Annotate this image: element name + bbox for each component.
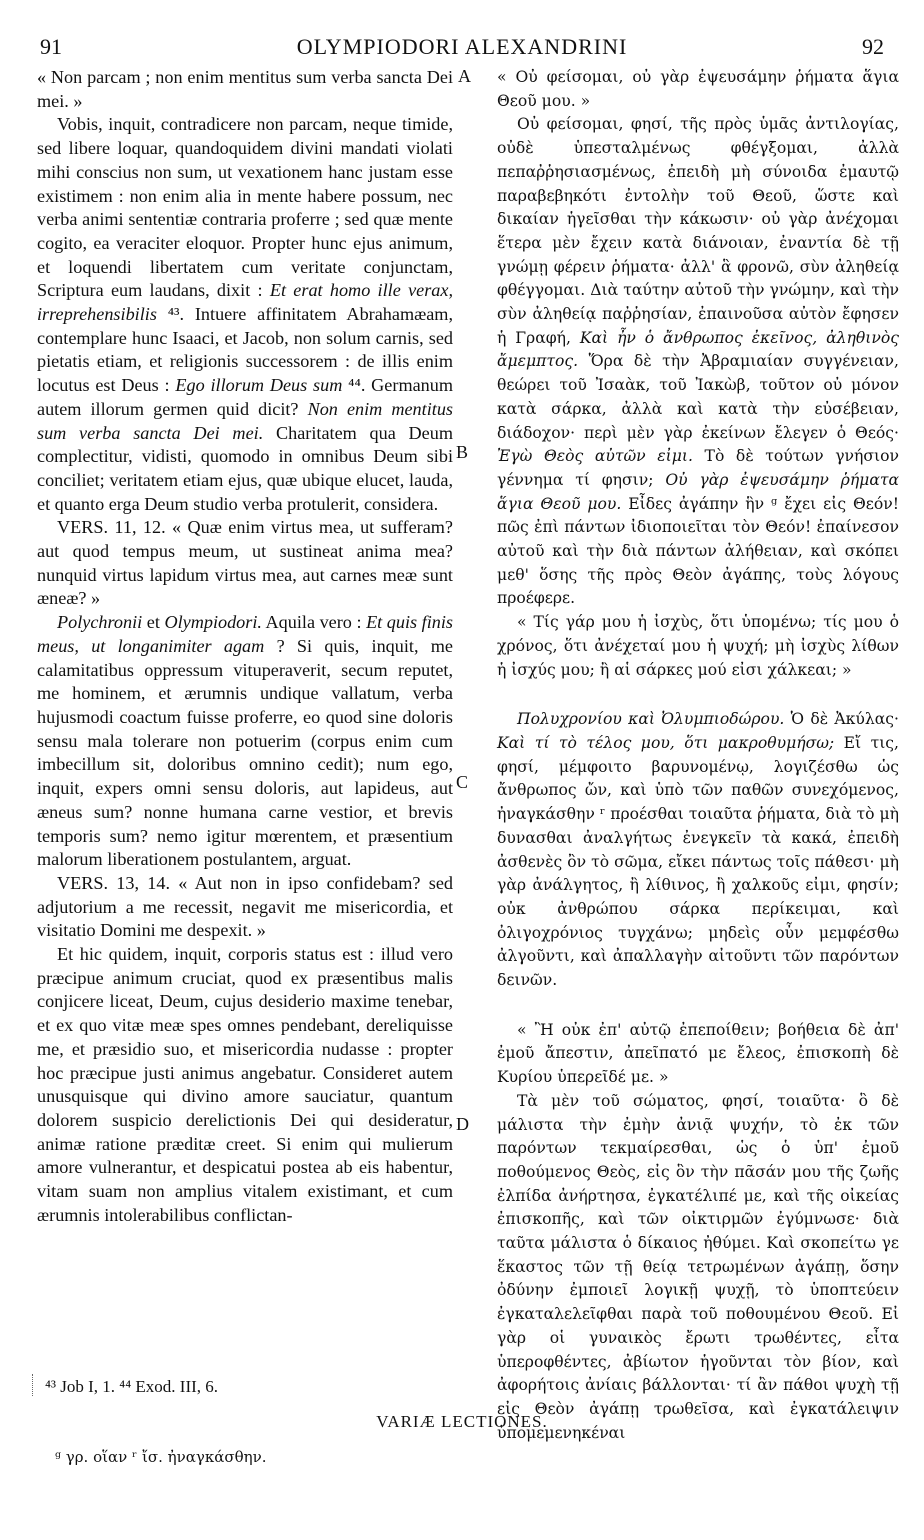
margin-marker-a: A (458, 66, 471, 86)
latin-commentary-1: Vobis, inquit, contradicere non parcam, neque timide, sed libere loquar, quandoquidem divini mandati violati mihi conscius non sum, ut vexationem hanc justam esse existimem : non enim alia in mente habere possum, nec verba animi sententiæ contraria proferre ; sed quæ mente cogito, ea veraciter eloquor. Propter hunc ejus animum, et loquendi libertatem cum veritate conjunctam, Scriptura eum laudans, dixit : Et erat homo ille verax, irreprehensibilis ⁴³. Intuere affinitatem Abrahamæam, contemplare hunc Isaaci, et Jacob, non solum carnis, sed pietatis etiam, et religionis successorem : de illis enim locutus est Deus : Ego illorum Deus sum ⁴⁴. Germanum autem illorum germen quid dicit? Non enim mentitus sum verba sancta Dei mei. Charitatem qua Deum complectitur, vidisti, quomodo in omnibus Deum sibi conciliet; veritatem etiam ejus, quæ ubique elucet, lauda, et quanto erga Deum studio verba protulerit, considera. (37, 114, 453, 514)
greek-commentary-1: Οὐ φείσομαι, φησί, τῆς πρὸς ὑμᾶς ἀντιλογίας, οὐδὲ ὑπεσταλμένως φθέγξομαι, ἀλλὰ πεπαῤῥησιασμένως, ἐπειδὴ μὴ σύνοιδα ἐμαυτῷ παραβεβηκότι ἐντολὴν τοῦ Θεοῦ, ὥστε καὶ δικαίαν ἡγεῖσθαι τὴν κάκωσιν· οὐ γὰρ ἀνέχομαι ἕτερα μὲν ἔχειν κατὰ διάνοιαν, ἐναντία δὲ τῇ γνώμῃ φέρειν ῥήματα· ἀλλ' ἃ φρονῶ, σὺν ἀληθείᾳ φθέγγομαι. Διὰ ταύτην αὐτοῦ τὴν γνώμην, καὶ τὴν σὺν ἀληθείᾳ παῤῥησίαν, ἐπαινοῦσα αὐτὸν ἔφησεν ἡ Γραφή, Καὶ ἦν ὁ ἄνθρωπος ἐκεῖνος, ἀληθινὸς ἄμεμπτος. Ὅρα δὲ τὴν Ἀβραμιαίαν συγγένειαν, θεώρει τοῦ Ἰσαὰκ, τοῦ Ἰακὼβ, τοῦτον οὐ μόνον κατὰ σάρκα, ἀλλὰ καὶ κατὰ τὴν εὐσέβειαν, διάδοχον· περὶ μὲν γὰρ ἐκείνων ἔλεγεν ὁ Θεός· Ἐγὼ Θεὸς αὐτῶν εἰμι. Τὸ δὲ τούτων γνήσιον γέννημα τί φησιν; Οὐ γὰρ ἐψευσάμην ῥήματα ἅγια Θεοῦ μου. Εἶδες ἀγάπην ἣν ᵍ ἔχει εἰς Θεόν! πῶς ἐπὶ πάντων ἰδιοποιεῖται τὸν Θεόν! ἐπαίνεσον αὐτοῦ καὶ τὴν διὰ πάντων ἀλήθειαν, καὶ σκόπει μεθ' ὅσης τῆς πρὸς Θεὸν ἀγάπης, τοὺς λόγους προέφερε. (497, 115, 900, 608)
margin-marker-c: C (456, 772, 469, 792)
latin-verse-11-12: VERS. 11, 12. « Quæ enim virtus mea, ut sufferam? aut quod tempus meum, ut sustineat anima mea? nunquid virtus lapidum virtus mea, aut carnes meæ sunt æneæ? » (37, 517, 453, 609)
greek-verse-11-12: « Τίς γάρ μου ἡ ἰσχὺς, ὅτι ὑπομένω; τίς μου ὁ χρόνος, ὅτι ἀνέχεταί μου ἡ ψυχή; μὴ ἰσχὺς λίθων ἡ ἰσχύς μου; ἢ αἱ σάρκες μού εἰσι χάλκεαι; » (497, 613, 899, 679)
page-number-left: 91 (40, 34, 62, 59)
greek-column (497, 66, 899, 1445)
greek-commentary-2: Πολυχρονίου καὶ Ὀλυμπιοδώρου. Ὁ δὲ Ἀκύλας· Καὶ τί τὸ τέλος μου, ὅτι μακροθυμήσω; Εἴ τις, φησί, μέμφοιτο βαρυνομένῳ, λογιζέσθω ὡς ἄνθρωπος ὤν, καὶ ὑπὸ τῶν παθῶν συνεχόμενος, ἠναγκάσθην ʳ προέσθαι τοιαῦτα ῥήματα, διὰ τὸ μὴ δυνασθαι ἀναλγήτως ἐνεγκεῖν τὰ κακά, ἐπειδὴ ἀσθενὲς ὂν τὸ σῶμα, εἴκει πάντως τοῖς πάθεσι· μὴ γὰρ ἀνάλγητος, ἢ λίθινος, ἢ χαλκοῦς εἰμι, φησίν; οὐκ ἀνθρώπου σάρκα περίκειμαι, καὶ ὀλιγοχρόνιος τυγχάνω; μηδεὶς οὖν μεμφέσθω ἀλγοῦντι, καὶ ἀπαλλαγὴν αἰτοῦντι τῶν παρόντων δεινῶν. (497, 710, 899, 990)
running-title: OLYMPIODORI ALEXANDRINI (296, 34, 628, 59)
latin-verse-13-14: VERS. 13, 14. « Aut non in ipso confidebam? sed adjutorium a me recessit, negavit me misericordia, et visitatio Domini me despexit. » (37, 872, 453, 941)
variants-heading: VARIÆ LECTIONES. (376, 1412, 548, 1431)
greek-verse-10: « Οὐ φείσομαι, οὐ γὰρ ἐψευσάμην ῥήματα ἅγια Θεοῦ μου. » (497, 68, 899, 110)
page-number-right: 92 (862, 34, 884, 59)
latin-commentary-3: Et hic quidem, inquit, corporis status est : illud vero præcipue animum cruciat, quod ex præsentibus malis conjicere liceat, Deum, cujus desiderio maxime tenebar, et ex quo vitæ meæ spes omnes pendebant, dereliquisse me, et præsidio suo, et misericordia nudasse : propter hoc præcipue justi animus angebatur. Consideret autem unusquisque qui divino amore sauciatur, quantum dolorem suspicio derelictionis Dei qui desideratur, animæ ratione præditæ creet. Si enim qui mulierum amore vulnerantur, et despicatui postea ab eis habentur, vitam suam non amplius vitalem existimant, et cum ærumnis intolerabilibus conflictan- (37, 944, 453, 1225)
footnote-bar (32, 1374, 39, 1396)
latin-column (37, 66, 453, 1227)
running-header (30, 34, 894, 64)
greek-commentary-3: Τὰ μὲν τοῦ σώματος, φησί, τοιαῦτα· ὃ δὲ μάλιστα τὴν ἐμὴν ἀνιᾷ ψυχήν, τὸ ἐκ τῶν παρόντων τεκμαίρεσθαι, ὡς ὁ ὑπ' ἐμοῦ ποθούμενος Θεὸς, εἰς ὃν τὴν πᾶσάν μου τῆς ζωῆς ἐλπίδα ἀνήρτησα, ἐγκατέλιπέ με, καὶ τῆς οἰκείας ἐπισκοπῆς, καὶ τῶν οἰκτιρμῶν ἐγύμνωσε· διὰ ταῦτα μάλιστα ὁ δίκαιος ἠθύμει. Καὶ σκοπείτω γε ἕκαστος τῶν τῇ θείᾳ τετρωμένων ἀγάπῃ, ὅσην ὀδύνην ἐμποιεῖ λογικῇ ψυχῇ, τὸ ὑποπτεύειν ἐγκαταλελεῖφθαι παρὰ τοῦ ποθουμένου Θεοῦ. Εἰ γὰρ οἱ γυναικὸς ἔρωτι τρωθέντες, εἶτα ὑπεροφθέντες, ἀβίωτον ἡγοῦνται τὸν βίον, καὶ ἀφορήτοις ἀνίαις βάλλονται· τί ἂν πάθοι ψυχὴ τῇ εἰς Θεὸν ἀγάπῃ τρωθεῖσα, καὶ ἐγκατάλειψιν ὑπομεμενηκέναι (497, 1091, 899, 1442)
margin-marker-d: D (456, 1114, 469, 1134)
footnotes: ⁴³ Job I, 1. ⁴⁴ Exod. III, 6. (45, 1377, 219, 1396)
latin-commentary-2: Polychronii et Olympiodori. Aquila vero : Et quis finis meus, ut longanimiter agam ? Si quis, inquit, me calamitatibus oppressum vituperaverit, secum reputet, me hominem, et ærumnis undique vallatum, verba hujusmodi coactum fuisse proferre, eo quod sine doloris sensu mala tolerare non potuerim (corpus enim cum imbecillum sit, doloribus omnino cedit); num ego, inquit, expers omni sensu doloris, aut lapideus, aut æneus sum? nonne humana carne vestior, et brevis temporis sum? nemo igitur mœrentem, et præsentium malorum liberationem postulantem, arguat. (37, 612, 453, 870)
greek-verse-13-14: « Ἢ οὐκ ἐπ' αὐτῷ ἐπεποίθειν; βοήθεια δὲ ἀπ' ἐμοῦ ἄπεστιν, ἀπεῖπατό με ἔλεος, ἐπισκοπὴ δὲ Κυρίου ὑπερεῖδέ με. » (497, 1020, 899, 1087)
margin-marker-b: B (456, 442, 469, 462)
latin-verse-10: « Non parcam ; non enim mentitus sum verba sancta Dei mei. » (37, 67, 453, 111)
variant-readings: ᵍ γρ. οἵαν ʳ ἴσ. ἠναγκάσθην. (55, 1448, 267, 1466)
